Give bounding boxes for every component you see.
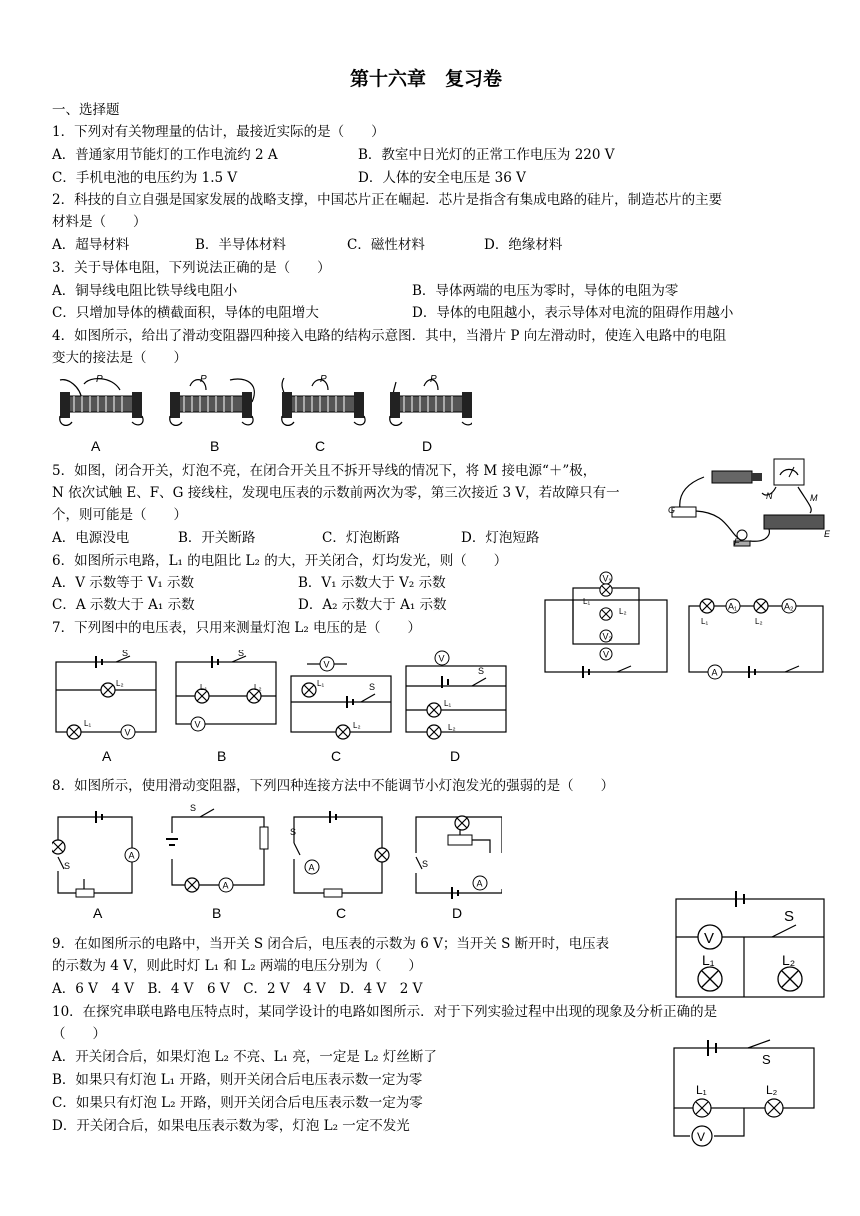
slider-label: P <box>430 374 437 385</box>
q3-option-d[interactable]: D．导体的电阻越小，表示导体对电流的阻碍作用越小 <box>412 305 734 321</box>
lamp-icon <box>765 1099 783 1117</box>
q1-option-a[interactable]: A．普通家用节能灯的工作电流约 2 A <box>52 147 278 163</box>
q5-circuit-figure <box>668 453 840 553</box>
rheostat-b <box>170 374 255 425</box>
lamp-icon <box>427 725 441 739</box>
q9-options[interactable]: A．6 V 4 V B．4 V 6 V C．2 V 4 V D．4 V 2 V <box>52 981 423 997</box>
q9-stem-line2: 的示数为 4 V，则此时灯 L₁ 和 L₂ 两端的电压分别为（ ） <box>52 958 422 974</box>
meter-label: V <box>438 653 445 664</box>
lamp-label: L₂ <box>254 683 262 692</box>
q7-label-b: B <box>217 748 227 764</box>
lamp-label: L₂ <box>353 721 361 730</box>
q8-stem: 8．如图所示，使用滑动变阻器，下列四种连接方法中不能调节小灯泡发光的强弱的是（ ） <box>52 778 615 794</box>
switch-label: S <box>478 666 485 676</box>
q10-stem-line1: 10．在探究串联电路电压特点时，某同学设计的电路如图所示．对于下列实验过程中出现的现象及分析正确的是 <box>52 1004 718 1020</box>
lamp-icon <box>67 725 81 739</box>
switch-label: S <box>190 803 197 813</box>
lamp-label: L₁ <box>701 617 709 626</box>
meter-label: A <box>308 862 315 873</box>
meter-label: A <box>711 667 718 678</box>
switch-label: S <box>64 861 71 871</box>
q6-option-b[interactable]: B．V₁ 示数大于 V₂ 示数 <box>298 575 446 591</box>
lamp-label: L₂ <box>766 1083 778 1097</box>
q10-stem-line2: （ ） <box>52 1026 106 1042</box>
q6-left-circuit <box>545 572 667 678</box>
q3-stem: 3．关于导体电阻，下列说法正确的是（ ） <box>52 260 331 276</box>
lamp-label: L₁ <box>702 952 715 968</box>
q5-stem-line1: 5．如图，闭合开关，灯泡不亮，在闭合开关且不拆开导线的情况下，将 M 接电源“＋”极， <box>52 463 597 479</box>
q2-stem-line1: 2．科技的自立自强是国家发展的战略支撑，中国芯片正在崛起．芯片是指含有集成电路的硅片，制造芯片的主要 <box>52 192 723 208</box>
slider-label: P <box>96 374 103 385</box>
q9-stem-line1: 9．在如图所示的电路中，当开关 S 闭合后，电压表的示数为 6 V；当开关 S 断开时，电压表 <box>52 936 610 952</box>
q4-label-b: B <box>210 438 220 454</box>
lamp-label: L₁ <box>84 719 92 728</box>
q1-stem: 1．下列对有关物理量的估计，最接近实际的是（ ） <box>52 124 385 140</box>
q6-stem: 6．如图所示电路，L₁ 的电阻比 L₂ 的大，开关闭合，灯均发光，则（ ） <box>52 553 508 569</box>
q8-circuit-d <box>416 816 502 899</box>
meter-label: A <box>222 880 229 891</box>
q1-option-b[interactable]: B．教室中日光灯的正常工作电压为 220 V <box>358 147 615 163</box>
lamp-icon <box>754 599 768 613</box>
q2-option-b[interactable]: B．半导体材料 <box>195 237 286 253</box>
lamp-label: L₂ <box>448 723 456 732</box>
terminal-label: F <box>734 537 740 547</box>
switch-label: S <box>784 908 795 925</box>
q3-option-a[interactable]: A．铜导线电阻比铁导线电阻小 <box>52 283 238 299</box>
rheostat-d <box>390 374 472 425</box>
q7-label-d: D <box>450 748 461 764</box>
q4-label-d: D <box>422 438 433 454</box>
lamp-icon <box>778 967 802 991</box>
q6-option-a[interactable]: A．V 示数等于 V₁ 示数 <box>52 575 195 591</box>
q5-stem-line2: N 依次试触 E、F、G 接线柱，发现电压表的示数前两次为零，第三次接近 3 V，若故障只有一 <box>52 485 620 501</box>
q4-rheostat-figures <box>52 372 472 454</box>
lamp-label: L₁ <box>200 683 208 692</box>
q9-circuit-figure <box>666 887 836 1005</box>
page-title: 第十六章 复习卷 <box>350 68 503 90</box>
q7-circuit-figures <box>52 650 512 740</box>
q8-label-d: D <box>452 905 463 921</box>
lamp-icon <box>600 608 612 620</box>
q2-stem-line2: 材料是（ ） <box>52 214 147 230</box>
terminal-label: N <box>766 491 773 501</box>
q5-option-d[interactable]: D．灯泡短路 <box>461 530 540 546</box>
lamp-label: L₁ <box>583 597 591 606</box>
q10-option-c[interactable]: C．如果只有灯泡 L₂ 开路，则开关闭合后电压表示数一定为零 <box>52 1095 423 1111</box>
meter-label: V <box>194 719 201 730</box>
meter-label: A <box>128 850 135 861</box>
q4-label-a: A <box>91 438 101 454</box>
lamp-label: L₂ <box>116 679 124 688</box>
q6-right-circuit <box>689 599 823 679</box>
meter-label: V <box>704 930 715 947</box>
lamp-icon <box>52 840 65 854</box>
lamp-label: L₂ <box>755 617 763 626</box>
q2-option-a[interactable]: A．超导材料 <box>52 237 130 253</box>
meter-label: V₁ <box>602 573 612 584</box>
q4-stem-line1: 4．如图所示，给出了滑动变阻器四种接入电路的结构示意图．其中，当滑片 P 向左滑动时，使连入电路中的电阻 <box>52 328 727 344</box>
lamp-icon <box>427 703 441 717</box>
meter-label: A₁ <box>728 601 738 612</box>
lamp-icon <box>698 967 722 991</box>
q2-option-c[interactable]: C．磁性材料 <box>347 237 425 253</box>
meter-label: V <box>323 659 330 670</box>
q8-circuit-b <box>166 803 268 892</box>
meter-label: V <box>124 727 131 738</box>
lamp-label: L₁ <box>696 1083 707 1097</box>
q3-option-c[interactable]: C．只增加导体的横截面积，导体的电阻增大 <box>52 305 319 321</box>
meter-label: V <box>603 649 610 660</box>
rheostat-a <box>60 374 143 425</box>
q8-label-c: C <box>336 905 347 921</box>
q7-circuit-a <box>56 650 156 739</box>
q5-stem-line3: 个，则可能是（ ） <box>52 507 187 523</box>
meter-label: V <box>697 1130 706 1144</box>
q6-option-c[interactable]: C．A 示数大于 A₁ 示数 <box>52 597 195 613</box>
terminal-label: M <box>810 493 818 503</box>
q8-label-a: A <box>93 905 103 921</box>
q7-circuit-b <box>176 650 276 731</box>
q10-option-d[interactable]: D．开关闭合后，如果电压表示数为零，灯泡 L₂ 一定不发光 <box>52 1118 410 1134</box>
q7-circuit-d <box>406 651 506 739</box>
q8-circuit-c <box>290 811 389 897</box>
lamp-icon <box>693 1099 711 1117</box>
lamp-icon <box>185 878 199 892</box>
terminal-label: E <box>824 529 831 539</box>
lamp-icon <box>101 683 115 697</box>
section-heading: 一、选择题 <box>52 102 120 118</box>
q1-option-d[interactable]: D．人体的安全电压是 36 V <box>358 170 526 186</box>
lamp-label: L₂ <box>619 607 627 616</box>
lamp-label: L₁ <box>444 699 452 708</box>
q10-option-b[interactable]: B．如果只有灯泡 L₁ 开路，则开关闭合后电压表示数一定为零 <box>52 1072 423 1088</box>
switch-label: S <box>238 650 245 658</box>
lamp-icon <box>375 848 389 862</box>
q8-circuit-a <box>52 811 139 897</box>
switch-label: S <box>369 682 376 692</box>
lamp-label: L₁ <box>317 679 325 688</box>
switch-label: S <box>122 650 129 658</box>
q5-option-b[interactable]: B．开关断路 <box>178 530 256 546</box>
switch-label: S <box>290 827 297 837</box>
q1-option-c[interactable]: C．手机电池的电压约为 1.5 V <box>52 170 238 186</box>
q5-option-c[interactable]: C．灯泡断路 <box>322 530 400 546</box>
q6-option-d[interactable]: D．A₂ 示数大于 A₁ 示数 <box>298 597 447 613</box>
q5-option-a[interactable]: A．电源没电 <box>52 530 130 546</box>
q10-circuit-figure <box>666 1036 822 1148</box>
lamp-icon <box>600 584 612 596</box>
switch-label: S <box>762 1052 771 1067</box>
meter-label: A₂ <box>784 601 794 612</box>
q8-label-b: B <box>212 905 222 921</box>
rheostat-c <box>282 374 365 425</box>
q6-circuit-figures <box>543 570 833 680</box>
lamp-label: L₂ <box>782 952 796 968</box>
q7-label-c: C <box>331 748 342 764</box>
q7-circuit-c <box>291 657 391 739</box>
lamp-icon <box>302 683 316 697</box>
q3-option-b[interactable]: B．导体两端的电压为零时，导体的电阻为零 <box>412 283 679 299</box>
terminal-label: G <box>668 505 676 515</box>
q2-option-d[interactable]: D．绝缘材料 <box>484 237 563 253</box>
meter-label: V₂ <box>602 631 612 642</box>
q10-option-a[interactable]: A．开关闭合后，如果灯泡 L₂ 不亮、L₁ 亮，一定是 L₂ 灯丝断了 <box>52 1049 437 1065</box>
lamp-icon <box>336 725 350 739</box>
q4-stem-line2: 变大的接法是（ ） <box>52 350 187 366</box>
lamp-icon <box>700 599 714 613</box>
slider-label: P <box>320 374 327 385</box>
q8-circuit-figures <box>52 803 502 901</box>
q7-stem: 7．下列图中的电压表，只用来测量灯泡 L₂ 电压的是（ ） <box>52 620 422 636</box>
q7-label-a: A <box>102 748 112 764</box>
meter-label: A <box>476 878 483 889</box>
q4-label-c: C <box>315 438 326 454</box>
slider-label: P <box>200 374 207 385</box>
switch-label: S <box>422 859 429 869</box>
lamp-icon <box>455 816 469 830</box>
